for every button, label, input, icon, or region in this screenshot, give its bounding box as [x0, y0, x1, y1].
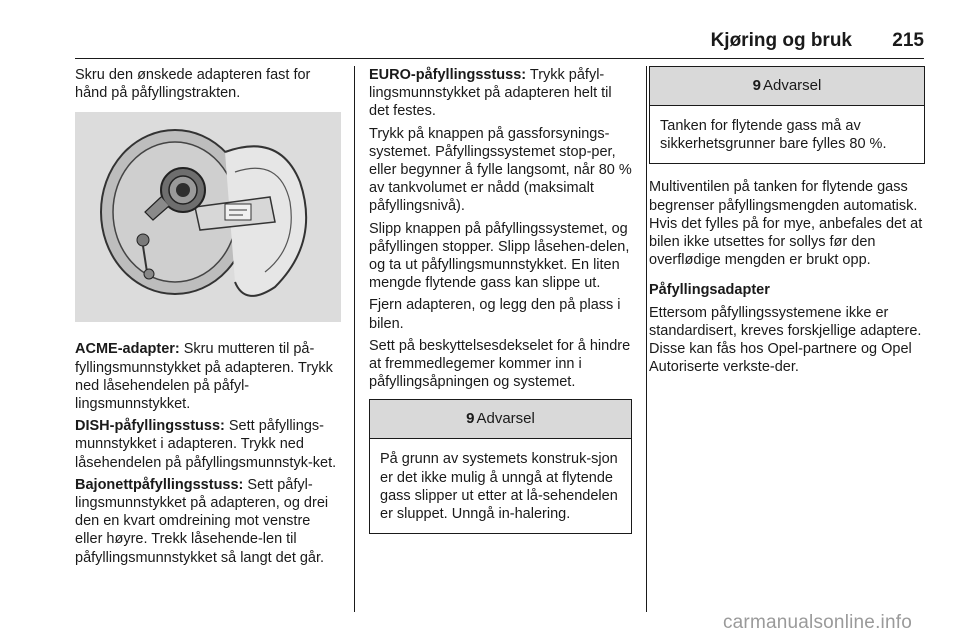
lpg-adapter-figure [75, 112, 341, 322]
warning-text: Tanken for flytende gass må av sikkerhetsgrunner bare fylles 80 %. [660, 118, 887, 153]
page-number: 215 [892, 30, 924, 51]
bajonett-text: Sett påfyl-lingsmunnstykket på adapteren, og drei den en kvart omdreining mot venstre eller høyre. Trekk låsehende-len til påfyllingsmunnstykket så langt det går. [75, 476, 329, 566]
column-divider-right [646, 66, 647, 612]
euro-paragraph [369, 66, 632, 121]
fuel-filler-illustration [75, 112, 341, 322]
acme-paragraph [75, 340, 341, 413]
bajonett-label: Bajonettpåfyllingsstuss: [75, 476, 244, 493]
column-divider-left [354, 66, 355, 612]
warning-icon: 9 [752, 77, 761, 94]
dish-text: Sett påfyllings-munnstykket i adapteren. Trykk ned låsehendelen på påfyllingsmunnstyk-ket. [75, 418, 337, 471]
adapter-subheading: Påfyllingsadapter [649, 282, 770, 299]
warning-text: På grunn av systemets konstruk-sjon er det ikke mulig å unngå at flytende gass slipper ut etter at lå-sehendelen er sluppet. Unngå in-halering. [380, 451, 618, 523]
button-paragraph: Trykk på knappen på gassforsynings-systemet. Påfyllingssystemet stop-per, eller begynner å fylle langsomt, når 80 % av tankvolumet er nådd (maksimalt påfyllingsnivå). [369, 125, 632, 215]
bajonett-paragraph [75, 476, 341, 567]
acme-text: Skru mutteren til på-fyllingsmunnstykket på adapteren. Trykk ned låsehendelen på påfyl-lingsmunnstykket. [75, 341, 333, 413]
column-middle [369, 66, 632, 548]
euro-text: Trykk påfyl-lingsmunnstykket på adapteren helt til det festes. [369, 67, 612, 120]
cover-paragraph: Sett på beskyttelsesdekselet for å hindre at fremmedlegemer kommer inn i påfyllingsåpningen og systemet. [369, 337, 631, 391]
euro-label: EURO-påfyllingsstuss: [369, 67, 527, 83]
warning-box-middle [369, 399, 632, 534]
section-title: Kjøring og bruk [710, 30, 852, 51]
dish-label: DISH-påfyllingsstuss: [75, 418, 225, 435]
warning-title: Advarsel [762, 77, 822, 94]
intro-paragraph: Skru den ønskede adapteren fast for hånd på påfyllingstrakten. [75, 67, 311, 102]
watermark-text: carmanualsonline.info [722, 612, 912, 633]
warning-header [650, 67, 924, 106]
dish-paragraph [75, 417, 341, 472]
adapter-paragraph: Ettersom påfyllingssystemene ikke er standardisert, kreves forskjellige adaptere. Disse kan fås hos Opel-partnere og Opel Autoriserte verkste-der. [649, 304, 922, 376]
warning-header [370, 400, 631, 439]
acme-label: ACME-adapter: [75, 341, 180, 358]
warning-icon: 9 [466, 410, 475, 428]
multivalve-paragraph: Multiventilen på tanken for flytende gass begrenser påfyllingsmengden automatisk. Hvis det fylles på for mye, anbefales det at bilen ikke utsettes for sollys før den overflødige mengden er brukt opp. [649, 179, 923, 269]
column-right [649, 66, 925, 380]
warning-box-right [649, 66, 925, 164]
warning-title: Advarsel [476, 410, 535, 428]
release-paragraph: Slipp knappen på påfyllingssystemet, og påfyllingen stopper. Slipp låsehen-delen, og ta ut påfyllingsmunnstykket. En liten mengde flytende gass kan slippe ut. [369, 220, 630, 292]
column-left [75, 66, 341, 571]
page-header [75, 28, 924, 59]
remove-adapter-paragraph: Fjern adapteren, og legg den på plass i bilen. [369, 297, 621, 332]
